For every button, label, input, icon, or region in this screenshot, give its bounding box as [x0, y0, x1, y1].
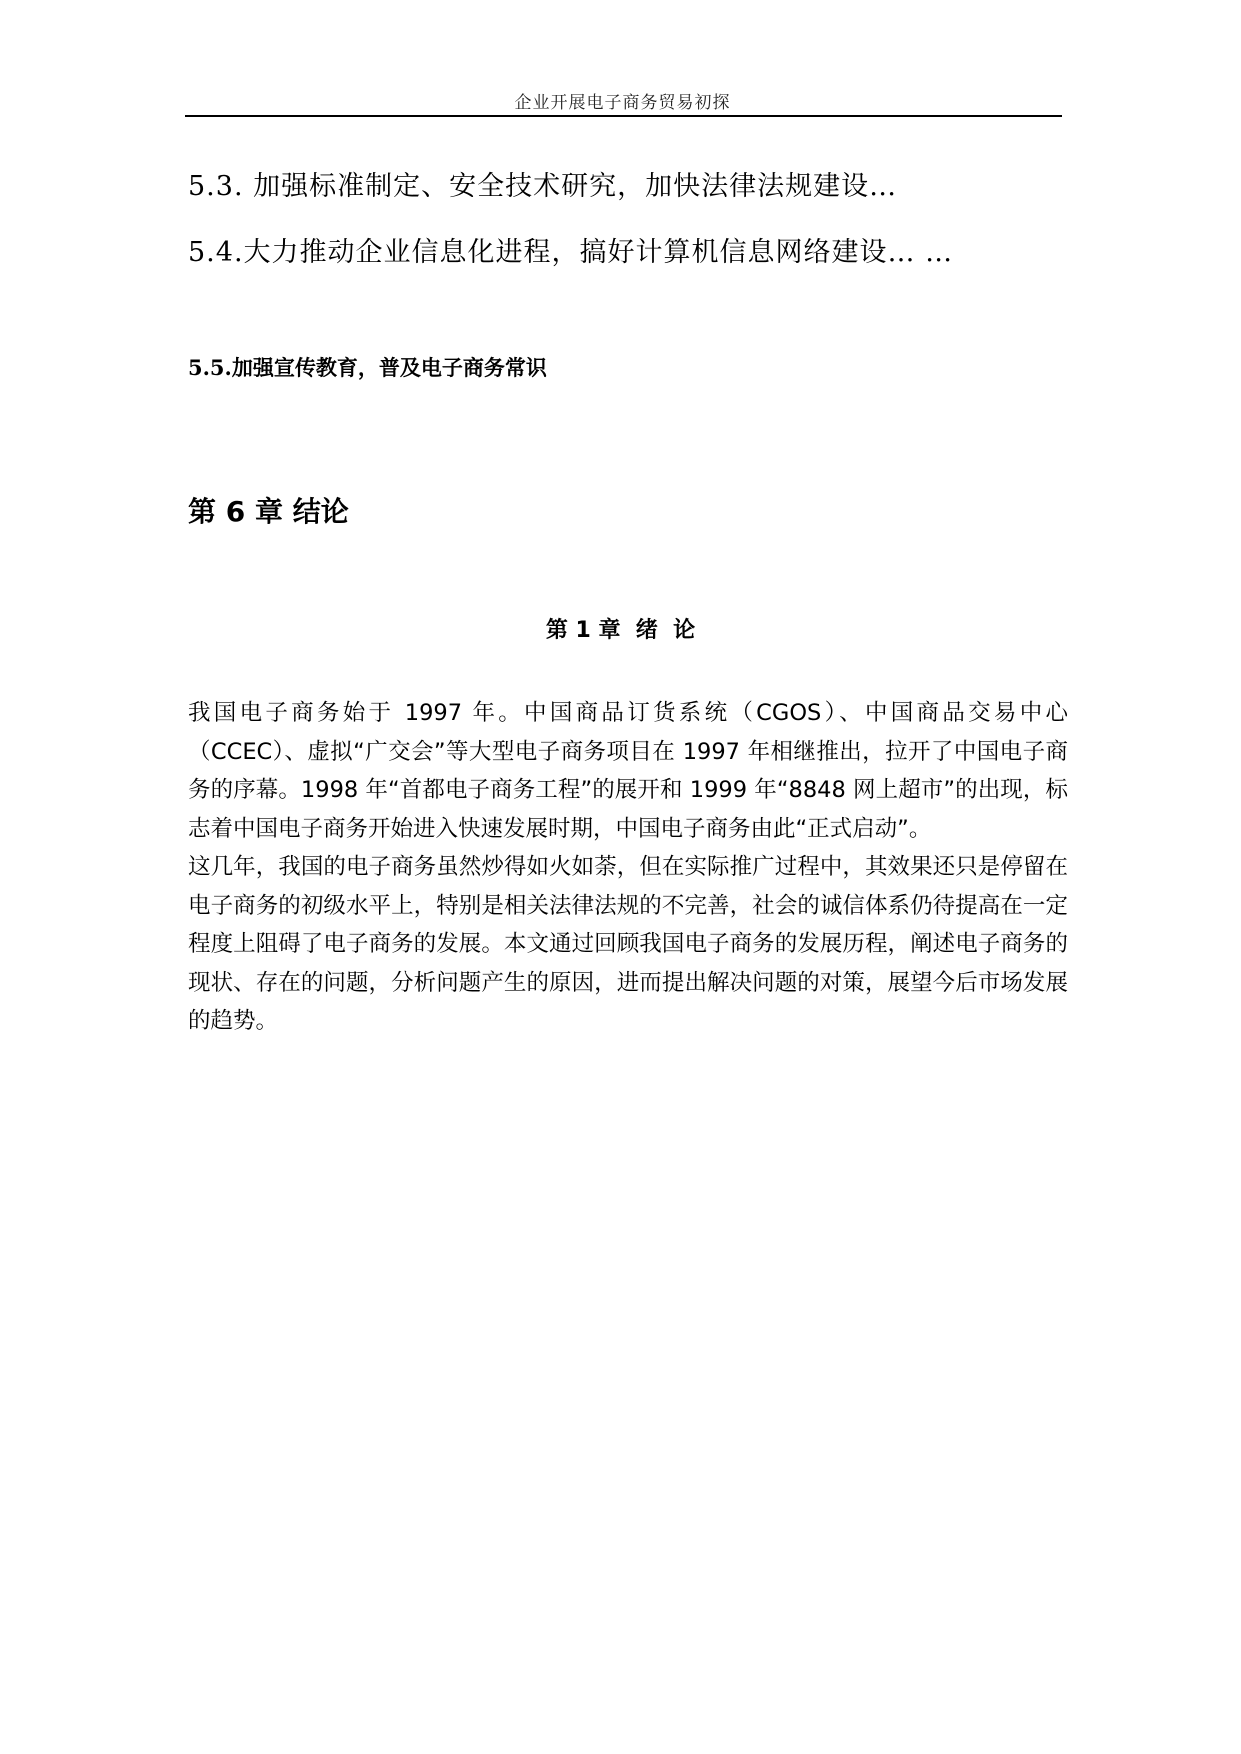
chapter-1-body	[188, 694, 1068, 1041]
chapter-1-title: 第 1 章 绪 论	[545, 618, 696, 643]
toc-item-5-4: 5.4.大力推动企业信息化进程，搞好计算机信息网络建设… …	[188, 237, 954, 268]
body-paragraph: 我国电子商务始于 1997 年。中国商品订货系统（CGOS）、中国商品交易中心（CCEC）、虚拟“广交会”等大型电子商务项目在 1997 年相继推出，拉开了中国电子商务的序幕。1998 年“首都电子商务工程”的展开和 1999 年“8848 网上超市”的出现，标志着中国电子商务开始进入快速发展时期，中国电子商务由此“正式启动”。	[188, 700, 1068, 842]
chapter-6-heading: 第 6 章 结论	[188, 495, 349, 528]
section-5-5-heading: 5.5.加强宣传教育，普及电子商务常识	[188, 355, 547, 380]
toc-item-5-3: 5.3. 加强标准制定、安全技术研究，加快法律法规建设…	[188, 171, 898, 202]
body-paragraph: 这几年，我国的电子商务虽然炒得如火如荼，但在实际推广过程中，其效果还只是停留在电子商务的初级水平上，特别是相关法律法规的不完善，社会的诚信体系仍待提高在一定程度上阻碍了电子商务的发展。本文通过回顾我国电子商务的发展历程，阐述电子商务的现状、存在的问题，分析问题产生的原因，进而提出解决问题的对策，展望今后市场发展的趋势。	[188, 854, 1068, 1034]
header-rule	[185, 115, 1062, 117]
running-header: 企业开展电子商务贸易初探	[514, 93, 731, 113]
